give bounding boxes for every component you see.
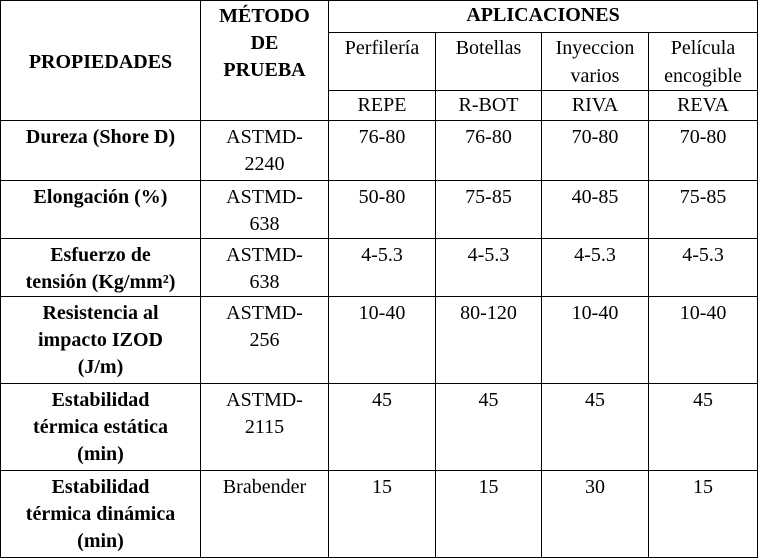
header-properties: PROPIEDADES: [1, 1, 201, 121]
property-line: Esfuerzo de: [50, 244, 151, 266]
value-cell: 15: [649, 471, 758, 558]
value-cell: 30: [542, 471, 649, 558]
method-line: 2115: [244, 416, 285, 438]
value-cell: 10-40: [542, 297, 649, 384]
method-line: PRUEBA: [223, 59, 306, 81]
property-cell: [1, 471, 201, 558]
value-cell: 4-5.3: [649, 239, 758, 297]
method-line: 638: [249, 213, 280, 235]
value-cell: 75-85: [649, 181, 758, 239]
method-line: 638: [249, 271, 280, 293]
app-name-line: varios: [570, 65, 620, 87]
value-cell: 45: [436, 384, 542, 471]
property-line: tensión (Kg/mm²): [25, 271, 176, 293]
method-line: ASTMD-: [226, 244, 303, 266]
header-method: [201, 1, 329, 121]
app-code-cell: REVA: [649, 91, 758, 121]
value-cell: 15: [436, 471, 542, 558]
value-cell: 45: [542, 384, 649, 471]
value-cell: 45: [649, 384, 758, 471]
app-name-line: Botellas: [455, 37, 522, 59]
value-cell: 80-120: [436, 297, 542, 384]
property-cell: [1, 384, 201, 471]
method-cell: [201, 239, 329, 297]
table-row: [1, 121, 758, 181]
table-row: [1, 297, 758, 384]
property-line: Elongación (%): [33, 186, 168, 208]
property-line: Estabilidad: [51, 389, 150, 411]
method-line: ASTMD-: [226, 186, 303, 208]
value-cell: 75-85: [436, 181, 542, 239]
table-row: [1, 471, 758, 558]
app-name-line: Inyeccion: [555, 37, 635, 59]
table-row: [1, 181, 758, 239]
property-line: (min): [77, 443, 124, 465]
app-name-line: Perfilería: [344, 37, 420, 59]
app-name-cell: [542, 33, 649, 91]
value-cell: 70-80: [542, 121, 649, 181]
header-applications: APLICACIONES: [329, 1, 758, 33]
value-cell: 76-80: [436, 121, 542, 181]
value-cell: 10-40: [329, 297, 436, 384]
method-cell: [201, 181, 329, 239]
app-name-cell: [649, 33, 758, 91]
property-cell: [1, 181, 201, 239]
property-line: (min): [77, 530, 124, 552]
property-line: (J/m): [77, 356, 124, 378]
method-line: MÉTODO: [219, 5, 310, 27]
method-line: Brabender: [222, 476, 307, 498]
method-line: 2240: [244, 153, 285, 175]
app-name-line: Película: [670, 37, 736, 59]
app-code-cell: R-BOT: [436, 91, 542, 121]
property-line: Resistencia al: [42, 302, 159, 324]
method-line: ASTMD-: [226, 302, 303, 324]
method-cell: [201, 297, 329, 384]
value-cell: 40-85: [542, 181, 649, 239]
property-line: térmica dinámica: [25, 503, 176, 525]
value-cell: 76-80: [329, 121, 436, 181]
app-code-cell: REPE: [329, 91, 436, 121]
method-cell: [201, 384, 329, 471]
method-line: DE: [250, 32, 279, 54]
value-cell: 45: [329, 384, 436, 471]
method-line: ASTMD-: [226, 389, 303, 411]
method-line: 256: [249, 329, 280, 351]
method-cell: [201, 471, 329, 558]
property-cell: [1, 297, 201, 384]
property-line: Dureza (Shore D): [25, 126, 176, 148]
value-cell: 10-40: [649, 297, 758, 384]
app-name-line: encogible: [664, 65, 742, 87]
value-cell: 15: [329, 471, 436, 558]
app-name-cell: [329, 33, 436, 91]
table-row: [1, 239, 758, 297]
property-line: impacto IZOD: [38, 329, 163, 351]
method-line: ASTMD-: [226, 126, 303, 148]
property-line: Estabilidad: [51, 476, 150, 498]
property-cell: [1, 239, 201, 297]
value-cell: 4-5.3: [329, 239, 436, 297]
value-cell: 50-80: [329, 181, 436, 239]
value-cell: 4-5.3: [436, 239, 542, 297]
property-line: térmica estática: [33, 416, 168, 438]
app-name-cell: [436, 33, 542, 91]
value-cell: 4-5.3: [542, 239, 649, 297]
property-cell: [1, 121, 201, 181]
app-code-cell: RIVA: [542, 91, 649, 121]
table-row: [1, 384, 758, 471]
value-cell: 70-80: [649, 121, 758, 181]
method-cell: [201, 121, 329, 181]
